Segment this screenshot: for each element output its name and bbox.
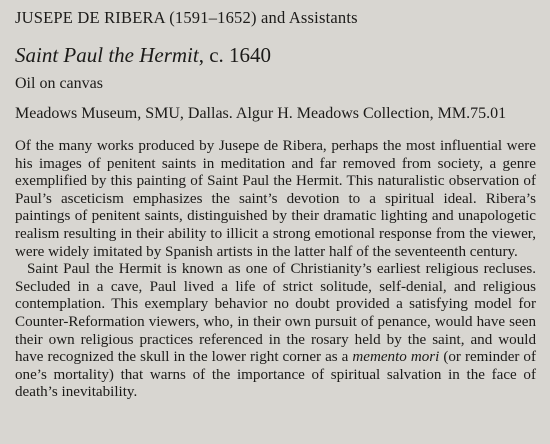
memento-mori-term: memento mori [352,349,440,366]
description-paragraph-2 [15,261,536,402]
artwork-date: , c. 1640 [198,43,272,67]
paragraph-2-text-end: (or reminder of one’s mortality) that warns of the importance of spiritual salvation in the face of death’s inevitability. [15,349,536,401]
medium-line: Oil on canvas [15,75,103,92]
artwork-title [15,42,536,68]
artist-line: JUSEPE DE RIBERA (1591–1652) and Assistants [15,8,358,27]
description-paragraph-1: Of the many works produced by Jusepe de Ribera, perhaps the most influential were his images of penitent saints in meditation and far removed from society, a genre exemplified by this painting of Saint Paul the Hermit. This naturalistic observation of Paul’s asceticism emphasizes the saint’s devotion to a spiritual ideal. Ribera’s paintings of penitent saints, distinguished by their dramatic lighting and unapologetic realism resulting in their ability to illicit a strong emotional response from the viewer, were widely imitated by Spanish artists in the latter half of the seventeenth century. [15,138,536,260]
collection-credit: Meadows Museum, SMU, Dallas. Algur H. Meadows Collection, MM.75.01 [15,105,507,122]
paragraph-2-text-start: Saint Paul the Hermit is known as one of Christianity’s earliest religious recluses. Secluded in a cave, Paul lived a life of strict solitude, self-denial, and religious contemplation. This exemplary behavior no doubt provided a satisfying model for Counter-Reformation viewers, who, in their own pursuit of penance, would have seen their own religious practices referenced in the rosary held by the saint, and would have recognized the skull in the lower right corner as a [15,261,536,366]
label-description [15,138,536,402]
artwork-title-name: Saint Paul the Hermit [15,43,199,67]
